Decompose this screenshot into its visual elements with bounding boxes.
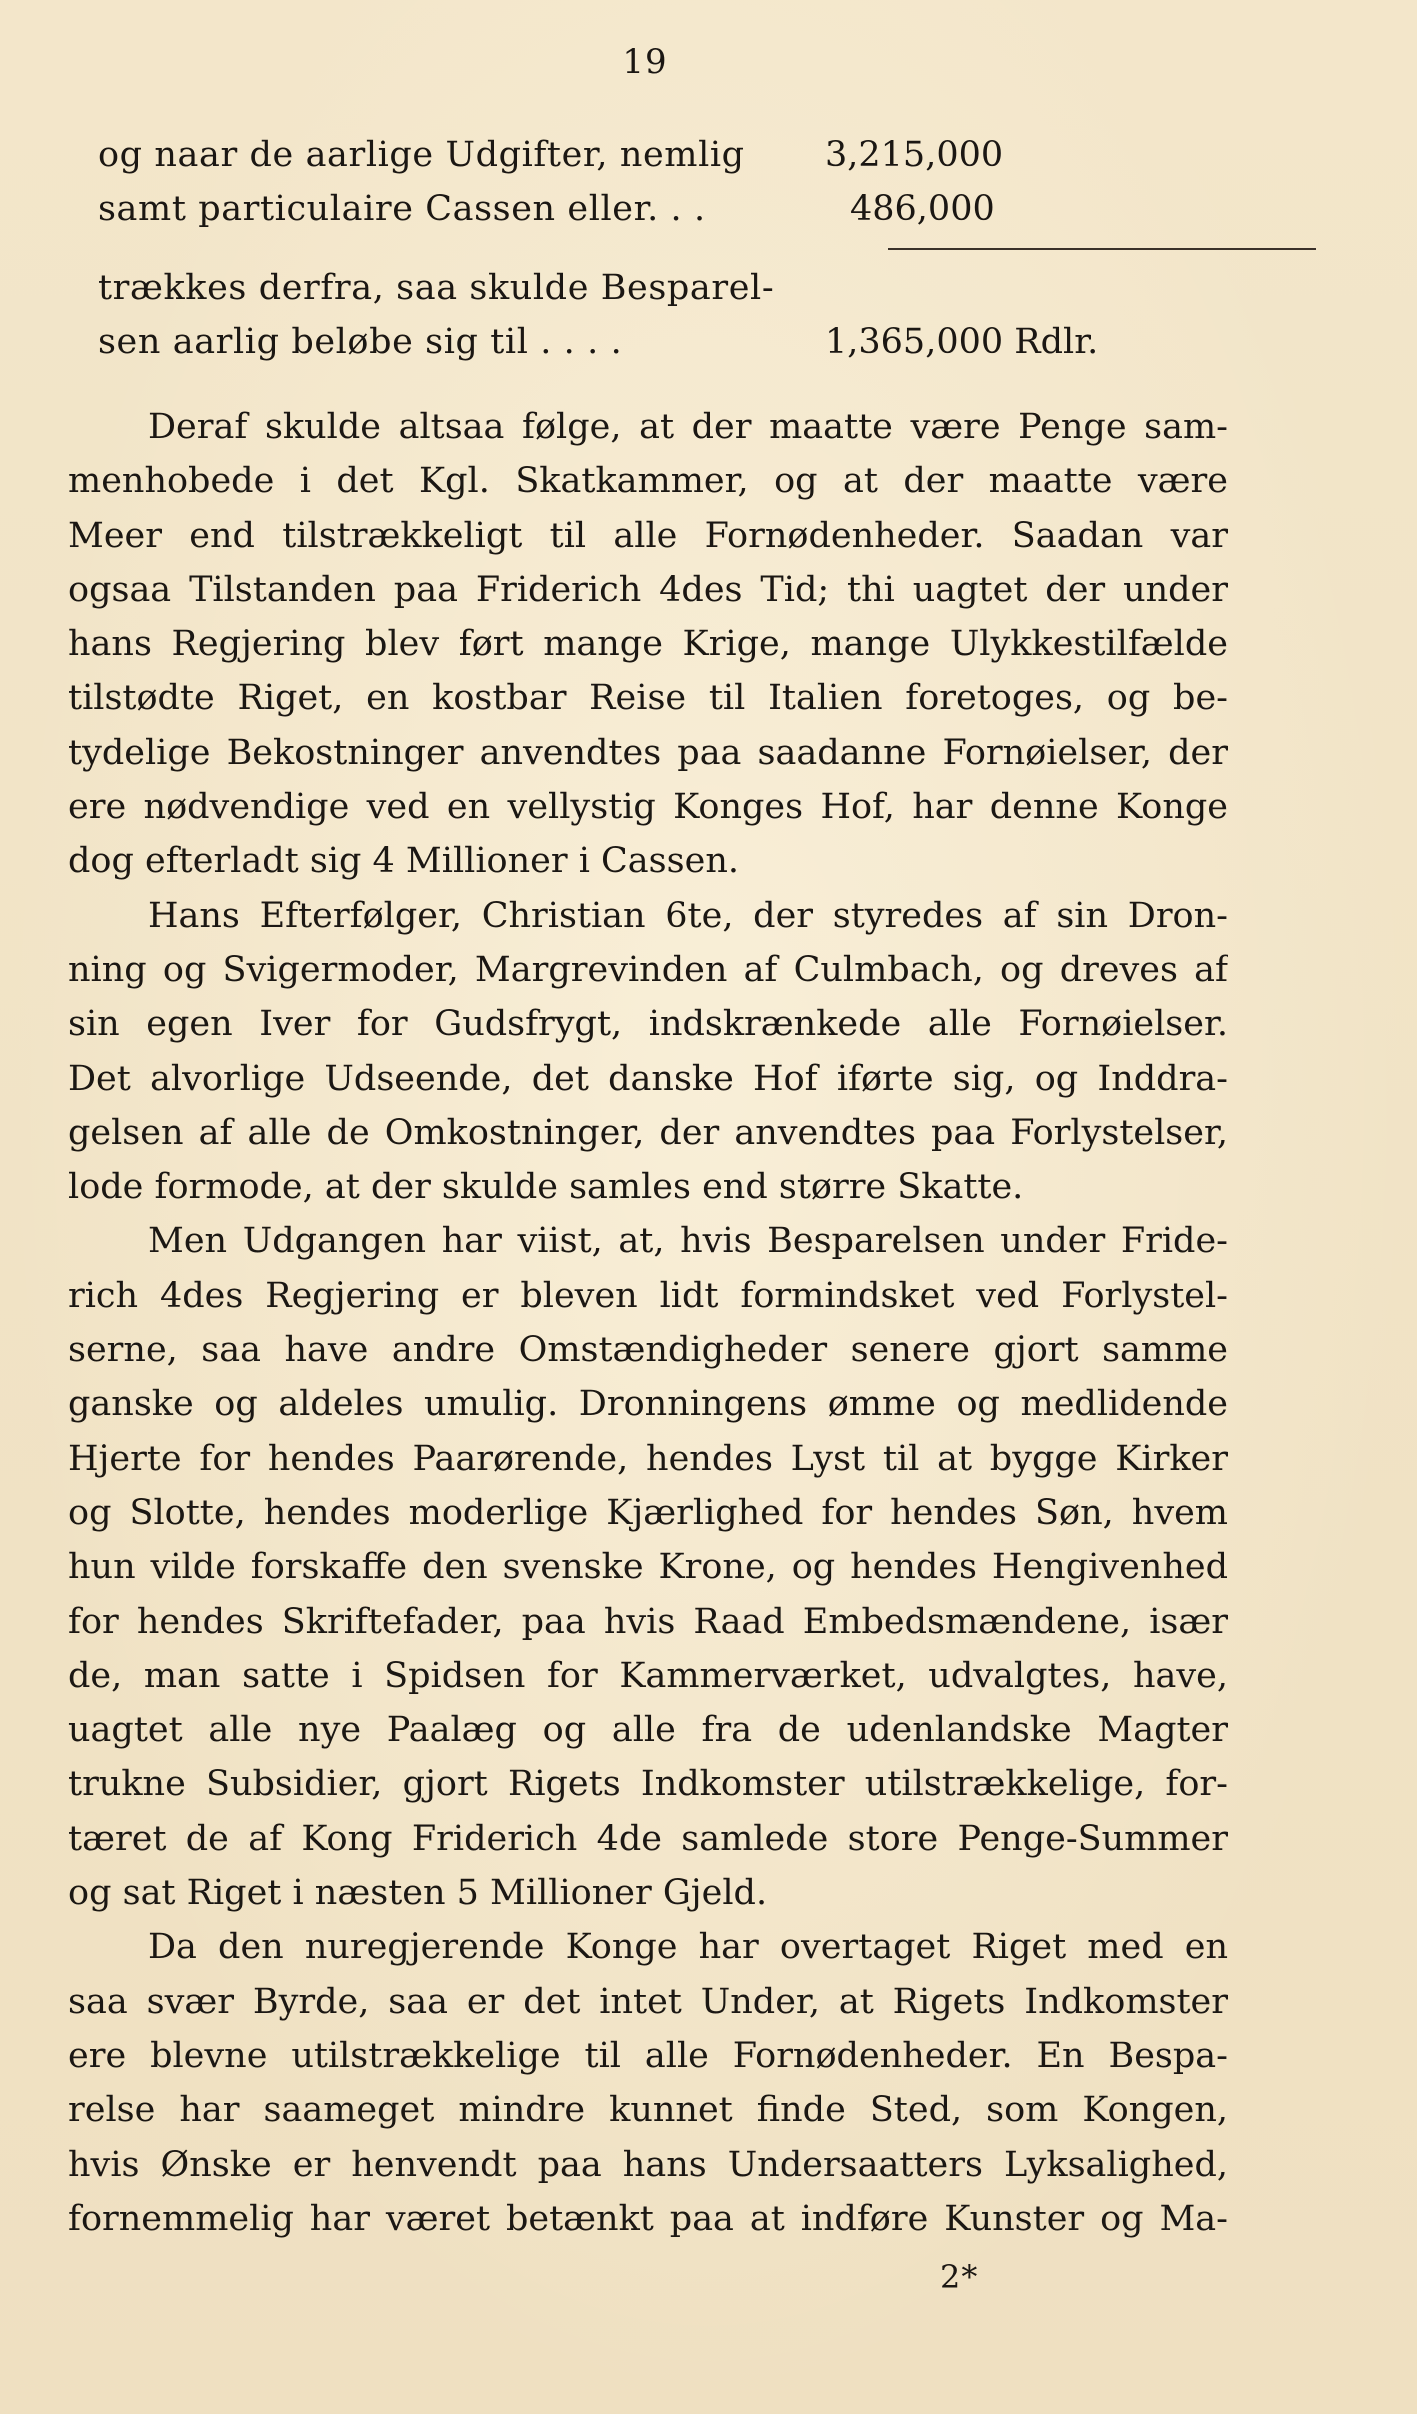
text-line: lode formode, at der skulde samles end større Skatte. [68, 1167, 1024, 1208]
ledger-total: 1,365,000 Rdlr. [825, 322, 1099, 362]
text-line: relse har saameget mindre kunnet finde Sted, som Kongen, [68, 2090, 1228, 2131]
text-line: trukne Subsidier, gjort Rigets Indkomster utilstrækkelige, for- [68, 1764, 1228, 1805]
text-line: Hans Efterfølger, Christian 6te, der styredes af sin Dron- [148, 895, 1228, 936]
text-line: gelsen af alle de Omkostninger, der anvendtes paa Forlystelser, [68, 1112, 1228, 1153]
text-line: hvis Ønske er henvendt paa hans Undersaatters Lyksalighed, [68, 2144, 1228, 2185]
body-text [68, 400, 1228, 2246]
page-number: 19 [622, 42, 668, 82]
text-line: Da den nuregjerende Konge har overtaget Riget med en [148, 1927, 1228, 1968]
text-line: uagtet alle nye Paalæg og alle fra de udenlandske Magter [68, 1710, 1228, 1751]
ledger-label: samt particulaire Cassen eller. . . [98, 189, 706, 229]
text-line: Men Udgangen har viist, at, hvis Besparelsen under Fride- [148, 1221, 1228, 1262]
ledger-row [98, 135, 1223, 185]
text-line: tilstødte Riget, en kostbar Reise til Italien foretoges, og be- [68, 678, 1228, 719]
ledger-label: sen aarlig beløbe sig til . . . . [98, 322, 623, 362]
text-line: fornemmelig har været betænkt paa at indføre Kunster og Ma- [68, 2198, 1228, 2239]
sum-rule [888, 248, 1316, 250]
text-line: serne, saa have andre Omstændigheder senere gjort samme [68, 1330, 1228, 1371]
text-line: Deraf skulde altsaa følge, at der maatte være Penge sam- [148, 407, 1228, 447]
text-line: Det alvorlige Udseende, det danske Hof iførte sig, og Inddra- [68, 1058, 1228, 1099]
text-line: hans Regjering blev ført mange Krige, mange Ulykkestilfælde [68, 624, 1228, 665]
text-line: og Slotte, hendes moderlige Kjærlighed for hendes Søn, hvem [68, 1492, 1228, 1533]
ledger-label: trækkes derfra, saa skulde Besparel- [98, 268, 775, 308]
text-line: dog efterladt sig 4 Millioner i Cassen. [68, 841, 739, 882]
text-line: menhobede i det Kgl. Skatkammer, og at der maatte være [68, 461, 1228, 502]
ledger-row [98, 268, 1223, 318]
ledger-row [98, 189, 1223, 239]
ledger-amount: 486,000 [850, 189, 995, 229]
text-line: hun vilde forskaffe den svenske Krone, og hendes Hengivenhed [68, 1547, 1228, 1588]
text-line: ning og Svigermoder, Margrevinden af Culmbach, og dreves af [68, 949, 1228, 990]
text-line: sin egen Iver for Gudsfrygt, indskrænkede alle Fornøielser. [68, 1004, 1228, 1045]
text-line: ere nødvendige ved en vellystig Konges Hof, har denne Konge [68, 787, 1228, 828]
text-line: saa svær Byrde, saa er det intet Under, at Rigets Indkomster [68, 1981, 1228, 2022]
text-line: Hjerte for hendes Paarørende, hendes Lyst til at bygge Kirker [68, 1438, 1228, 1479]
text-line: tæret de af Kong Friderich 4de samlede store Penge-Summer [68, 1818, 1228, 1859]
signature-mark: 2* [940, 2258, 979, 2296]
text-line: ere blevne utilstrækkelige til alle Fornødenheder. En Bespa- [68, 2035, 1228, 2076]
text-line: ogsaa Tilstanden paa Friderich 4des Tid; thi uagtet der under [68, 569, 1228, 610]
text-line: rich 4des Regjering er bleven lidt formindsket ved Forlystel- [68, 1275, 1228, 1316]
text-line: tydelige Bekostninger anvendtes paa saadanne Fornøielser, der [68, 732, 1228, 773]
ledger-label: og naar de aarlige Udgifter, nemlig [98, 135, 745, 175]
text-line: de, man satte i Spidsen for Kammerværket, udvalgtes, have, [68, 1655, 1228, 1696]
ledger-amount: 3,215,000 [825, 135, 1004, 175]
text-line: for hendes Skriftefader, paa hvis Raad Embedsmændene, især [68, 1601, 1228, 1642]
text-line: og sat Riget i næsten 5 Millioner Gjeld. [68, 1873, 768, 1914]
text-line: Meer end tilstrækkeligt til alle Fornødenheder. Saadan var [68, 515, 1228, 556]
text-line: ganske og aldeles umulig. Dronningens ømme og medlidende [68, 1384, 1228, 1425]
ledger-row [98, 322, 1223, 372]
